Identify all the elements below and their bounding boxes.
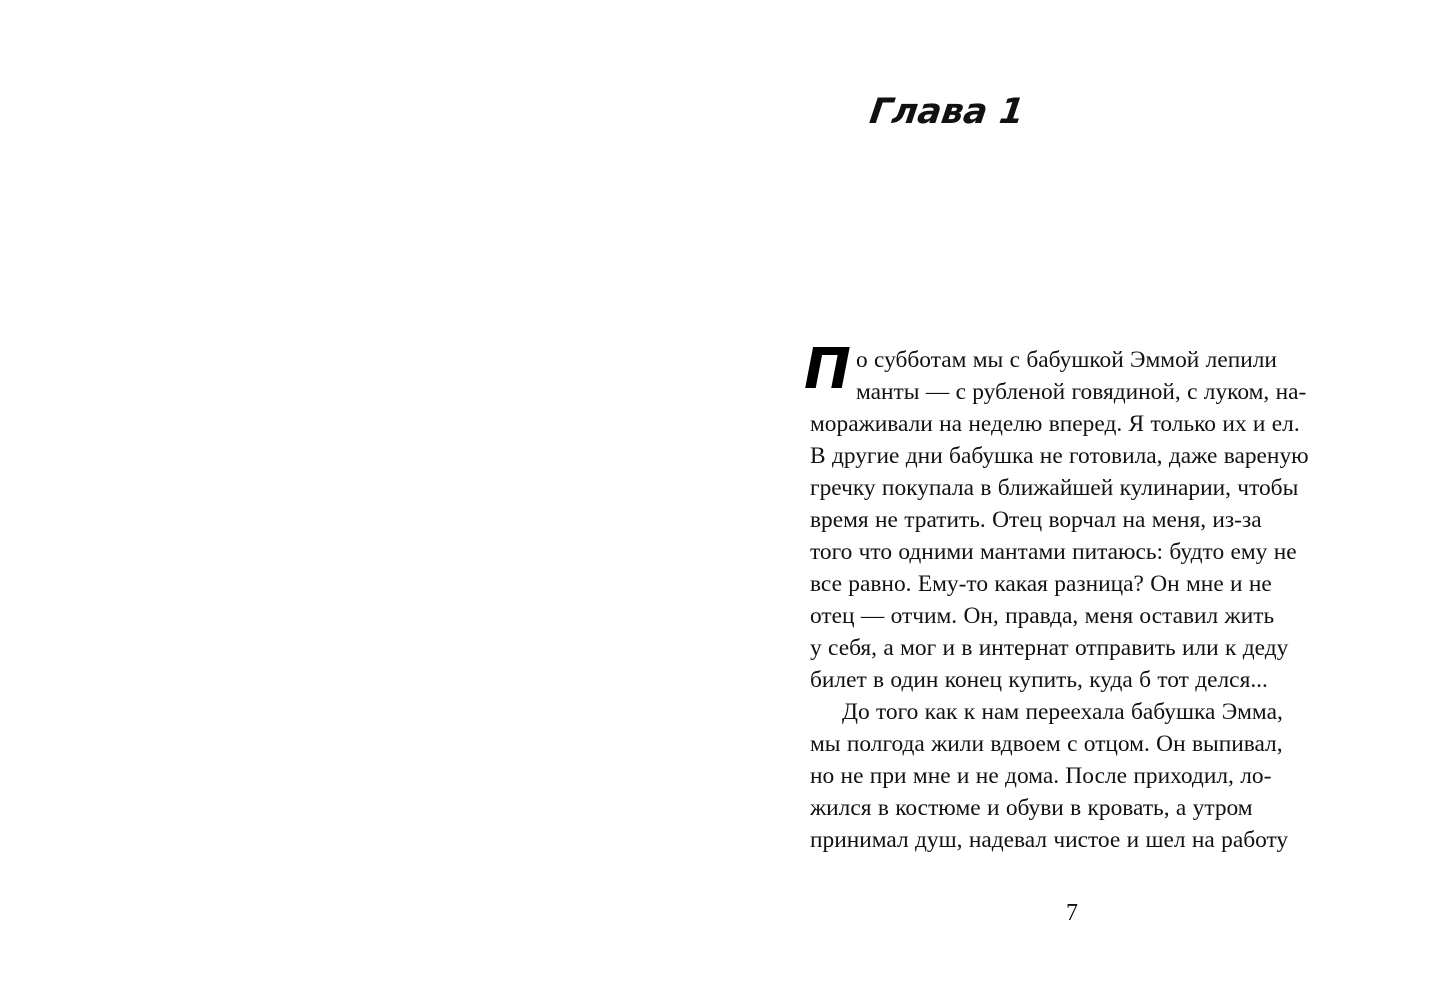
- text-line-3: мораживали на неделю вперед. Я только их и ел.: [810, 411, 1300, 437]
- chapter-text: [804, 337, 1338, 864]
- text-line-9: отец — отчим. Он, правда, меня оставил жить: [810, 603, 1275, 629]
- right-page: [722, 0, 1445, 993]
- text-line-12: До того как к нам переехала бабушка Эмма,: [842, 699, 1283, 725]
- text-line-8: все равно. Ему-то какая разница? Он мне и не: [810, 571, 1272, 597]
- drop-cap-letter: П: [804, 337, 851, 402]
- chapter-title: Глава 1: [867, 92, 1027, 132]
- page-number: 7: [1066, 900, 1078, 926]
- text-line-16: принимал душ, надевал чистое и шел на работу: [810, 827, 1289, 853]
- text-line-11: билет в один конец купить, куда б тот делся...: [810, 667, 1268, 693]
- text-line-1: о субботам мы с бабушкой Эммой лепили: [856, 347, 1277, 373]
- text-line-4: В другие дни бабушка не готовила, даже вареную: [810, 443, 1309, 469]
- text-line-13: мы полгода жили вдвоем с отцом. Он выпивал,: [810, 731, 1283, 757]
- text-line-14: но не при мне и не дома. После приходил, ло-: [810, 763, 1272, 789]
- text-line-15: жился в костюме и обуви в кровать, а утром: [810, 795, 1253, 821]
- text-line-5: гречку покупала в ближайшей кулинарии, чтобы: [810, 475, 1299, 501]
- left-page-blank: [0, 0, 722, 993]
- text-line-2: манты — с рубленой говядиной, с луком, на-: [856, 379, 1307, 405]
- text-line-6: время не тратить. Отец ворчал на меня, из-за: [810, 507, 1262, 533]
- text-line-7: того что одними мантами питаюсь: будто ему не: [810, 539, 1297, 565]
- text-line-10: у себя, а мог и в интернат отправить или к деду: [810, 635, 1289, 661]
